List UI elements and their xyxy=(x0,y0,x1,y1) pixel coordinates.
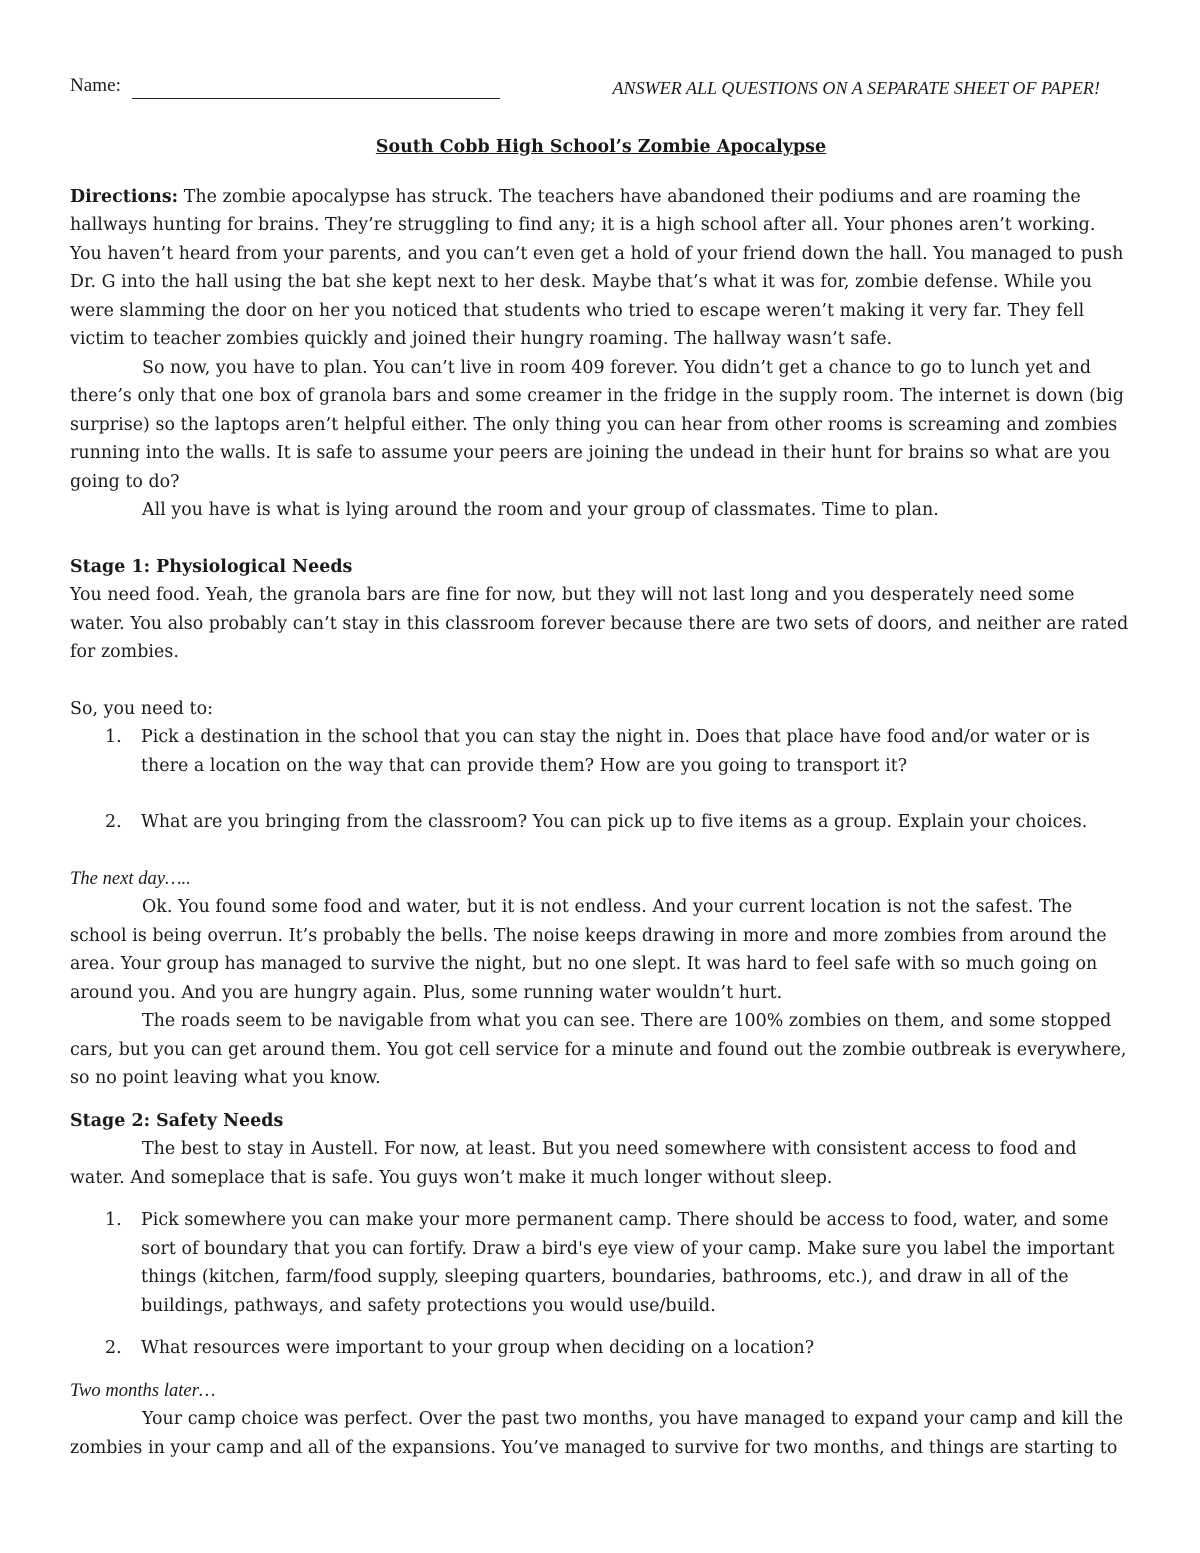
stage1-question-2 xyxy=(70,808,1132,837)
next-day-heading: The next day….. xyxy=(70,868,191,889)
question-text: Pick somewhere you can make your more permanent camp. There should be access to food, water, and some sort of boundary that you can fortify. Draw a bird's eye view of your camp. Make sure you label the important things (kitchen, farm/food supply, sleeping quarters, boundaries, bathrooms, etc.), and draw in all of the buildings, pathways, and safety protections you would use/build. xyxy=(141,1210,1115,1316)
question-text: Pick a destination in the school that you can stay the night in. Does that place have food and/or water or is there a location on the way that can provide them? How are you going to transport it? xyxy=(141,727,1090,776)
two-months-paragraph: Your camp choice was perfect. Over the past two months, you have managed to expand your camp and kill the zombies in your camp and all of the expansions. You’ve managed to survive for two months, and things are starting to xyxy=(70,1409,1124,1458)
stage1-question-1 xyxy=(70,723,1132,780)
worksheet-page xyxy=(70,72,1132,1462)
directions-paragraph-2: So now, you have to plan. You can’t live in room 409 forever. You didn’t get a chance to go to lunch yet and there’s only that one box of granola bars and some creamer in the fridge in the supply room. The internet is down (big surprise) so the laptops aren’t helpful either. The only thing you can hear from other rooms is screaming and zombies running into the walls. It is safe to assume your peers are joining the undead in their hunt for brains so what are you going to do? xyxy=(70,357,1124,492)
question-number: 2. xyxy=(105,1338,122,1358)
question-number: 2. xyxy=(105,812,122,832)
question-number: 1. xyxy=(105,1210,122,1230)
name-label: Name: xyxy=(70,75,121,96)
stage2-question-1 xyxy=(70,1206,1132,1320)
answer-instruction: ANSWER ALL QUESTIONS ON A SEPARATE SHEET OF PAPER! xyxy=(612,78,1100,98)
next-day-paragraph-2: The roads seem to be navigable from what you can see. There are 100% zombies on them, and some stopped cars, but you can get around them. You got cell service for a minute and found out the zombie outbreak is everywhere, so no point leaving what you know. xyxy=(70,1011,1127,1088)
directions-label: Directions: xyxy=(70,186,179,207)
directions-text: The zombie apocalypse has struck. The teachers have abandoned their podiums and are roaming the hallways hunting for brains. They’re struggling to find any; it is a high school after all. Your phones aren’t working. You haven’t heard from your parents, and you can’t even get a hold of your friend down the hall. You managed to push Dr. G into the hall using the bat she kept next to her desk. Maybe that’s what it was for, zombie defense. While you were slamming the door on her you noticed that students who tried to escape weren’t making it very far. They fell victim to teacher zombies quickly and joined their hungry roaming. The hallway wasn’t safe. xyxy=(70,186,1124,349)
question-text: What are you bringing from the classroom? You can pick up to five items as a group. Explain your choices. xyxy=(141,812,1088,832)
question-number: 1. xyxy=(105,727,122,747)
stage2-intro: The best to stay in Austell. For now, at least. But you need somewhere with consistent access to food and water. And someplace that is safe. You guys won’t make it much longer without sleep. xyxy=(70,1139,1077,1188)
two-months-heading: Two months later… xyxy=(70,1380,216,1401)
page-title: South Cobb High School’s Zombie Apocalypse xyxy=(375,137,827,157)
stage2-question-list xyxy=(70,1206,1132,1363)
directions-paragraph-3: All you have is what is lying around the room and your group of classmates. Time to plan. xyxy=(142,500,939,520)
stage1-question-list xyxy=(70,723,1132,837)
next-day-paragraph-1: Ok. You found some food and water, but it is not endless. And your current location is not the safest. The school is being overrun. It’s probably the bells. The noise keeps drawing in more and more zombies from around the area. Your group has managed to survive the night, but no one slept. It was hard to feel safe with so much going on around you. And you are hungry again. Plus, some running water wouldn’t hurt. xyxy=(70,897,1107,1003)
stage1-heading: Stage 1: Physiological Needs xyxy=(70,556,353,577)
stage2-question-2 xyxy=(70,1334,1132,1363)
directions-paragraph xyxy=(70,183,1132,354)
name-blank-line[interactable] xyxy=(132,98,500,99)
stage2-heading: Stage 2: Safety Needs xyxy=(70,1110,284,1131)
question-text: What resources were important to your group when deciding on a location? xyxy=(141,1338,815,1358)
stage1-intro: You need food. Yeah, the granola bars are fine for now, but they will not last long and you desperately need some water. You also probably can’t stay in this classroom forever because there are two sets of doors, and neither are rated for zombies. xyxy=(70,585,1129,662)
stage1-lead: So, you need to: xyxy=(70,698,214,719)
header xyxy=(70,72,1132,102)
